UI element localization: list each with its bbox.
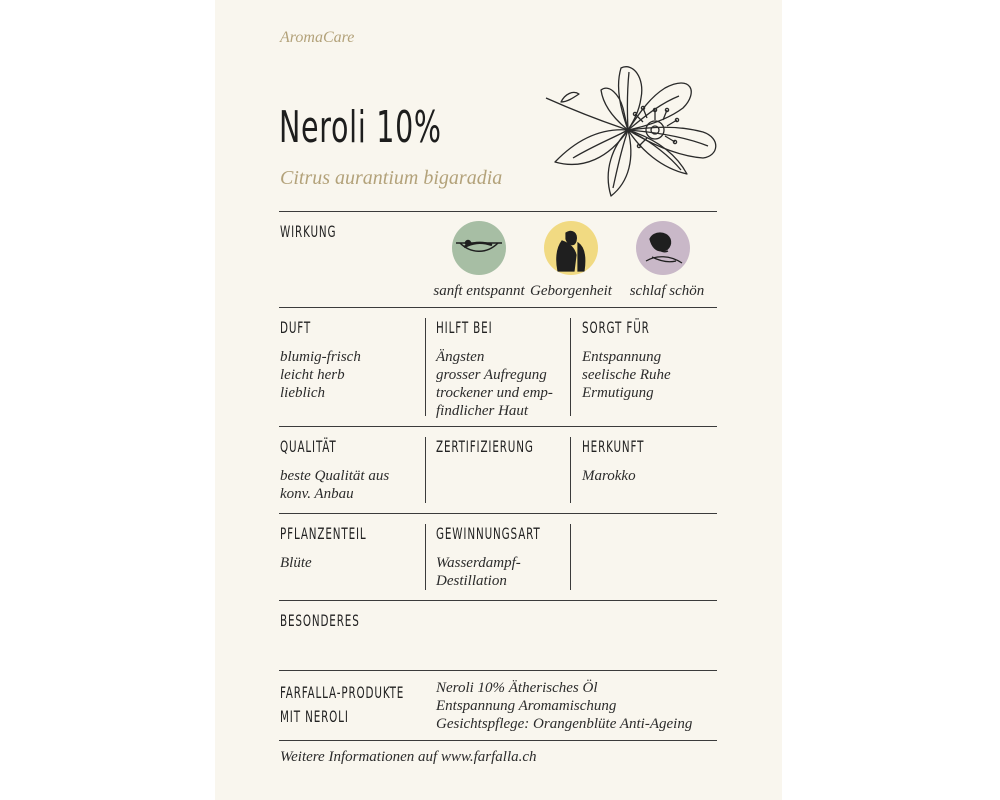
- besonderes-heading: BESONDERES: [280, 611, 360, 630]
- duft-line: leicht herb: [280, 367, 345, 383]
- hilft-bei-heading: HILFT BEI: [436, 318, 493, 337]
- duft-line: blumig-frisch: [280, 349, 361, 365]
- wirkung-heading: WIRKUNG: [280, 222, 337, 241]
- hilft-bei-line: Ängsten: [436, 349, 485, 365]
- sleeping-woman-icon: [636, 221, 690, 275]
- neroli-flower-icon: [543, 58, 729, 200]
- gewinnungsart-line: Destillation: [436, 573, 507, 589]
- hammock-icon: [452, 221, 506, 275]
- divider: [279, 307, 717, 308]
- gewinnungsart-heading: GEWINNUNGSART: [436, 524, 541, 543]
- sorgt-fuer-line: seelische Ruhe: [582, 367, 671, 383]
- divider: [279, 513, 717, 514]
- brand-label: AromaCare: [280, 29, 355, 46]
- zertifizierung-heading: ZERTIFIZIERUNG: [436, 437, 534, 456]
- produkt-item: Gesichtspflege: Orangenblüte Anti-Ageing: [436, 716, 693, 732]
- qualitaet-line: konv. Anbau: [280, 486, 354, 502]
- hilft-bei-line: trockener und emp-: [436, 385, 553, 401]
- sorgt-fuer-line: Entspannung: [582, 349, 662, 365]
- gewinnungsart-line: Wasserdampf-: [436, 555, 521, 571]
- effect-icon-3: [636, 221, 690, 275]
- duft-line: lieblich: [280, 385, 325, 401]
- column-divider: [570, 318, 571, 416]
- footer-info: Weitere Informationen auf www.farfalla.ch: [280, 749, 537, 765]
- produkt-item: Entspannung Aromamischung: [436, 698, 617, 714]
- duft-heading: DUFT: [280, 318, 312, 337]
- produkte-heading-line2: MIT NEROLI: [280, 707, 349, 726]
- produkt-item: Neroli 10% Ätherisches Öl: [436, 680, 598, 696]
- effect-label: sanft entspannt: [433, 283, 525, 299]
- column-divider: [425, 318, 426, 416]
- divider: [279, 211, 717, 212]
- effect-label: Geborgenheit: [530, 283, 612, 299]
- hilft-bei-line: findlicher Haut: [436, 403, 529, 419]
- herkunft-heading: HERKUNFT: [582, 437, 645, 456]
- sorgt-fuer-line: Ermutigung: [582, 385, 654, 401]
- divider: [279, 426, 717, 427]
- divider: [279, 670, 717, 671]
- qualitaet-line: beste Qualität aus: [280, 468, 390, 484]
- pflanzenteil-heading: PFLANZENTEIL: [280, 524, 367, 543]
- pflanzenteil-line: Blüte: [280, 555, 312, 571]
- qualitaet-heading: QUALITÄT: [280, 437, 337, 456]
- product-title: Neroli 10%: [279, 102, 442, 153]
- column-divider: [570, 437, 571, 503]
- divider: [279, 600, 717, 601]
- hilft-bei-line: grosser Aufregung: [436, 367, 547, 383]
- product-sheet-card: [215, 0, 782, 800]
- column-divider: [425, 524, 426, 590]
- effect-icon-1: [452, 221, 506, 275]
- herkunft-line: Marokko: [582, 468, 636, 484]
- latin-name: Citrus aurantium bigaradia: [280, 167, 503, 189]
- divider: [279, 740, 717, 741]
- column-divider: [425, 437, 426, 503]
- produkte-heading-line1: FARFALLA-PRODUKTE: [280, 683, 405, 702]
- effect-icon-2: [544, 221, 598, 275]
- sorgt-fuer-heading: SORGT FÜR: [582, 318, 650, 337]
- embrace-icon: [544, 221, 598, 275]
- column-divider: [570, 524, 571, 590]
- effect-label: schlaf schön: [629, 283, 705, 299]
